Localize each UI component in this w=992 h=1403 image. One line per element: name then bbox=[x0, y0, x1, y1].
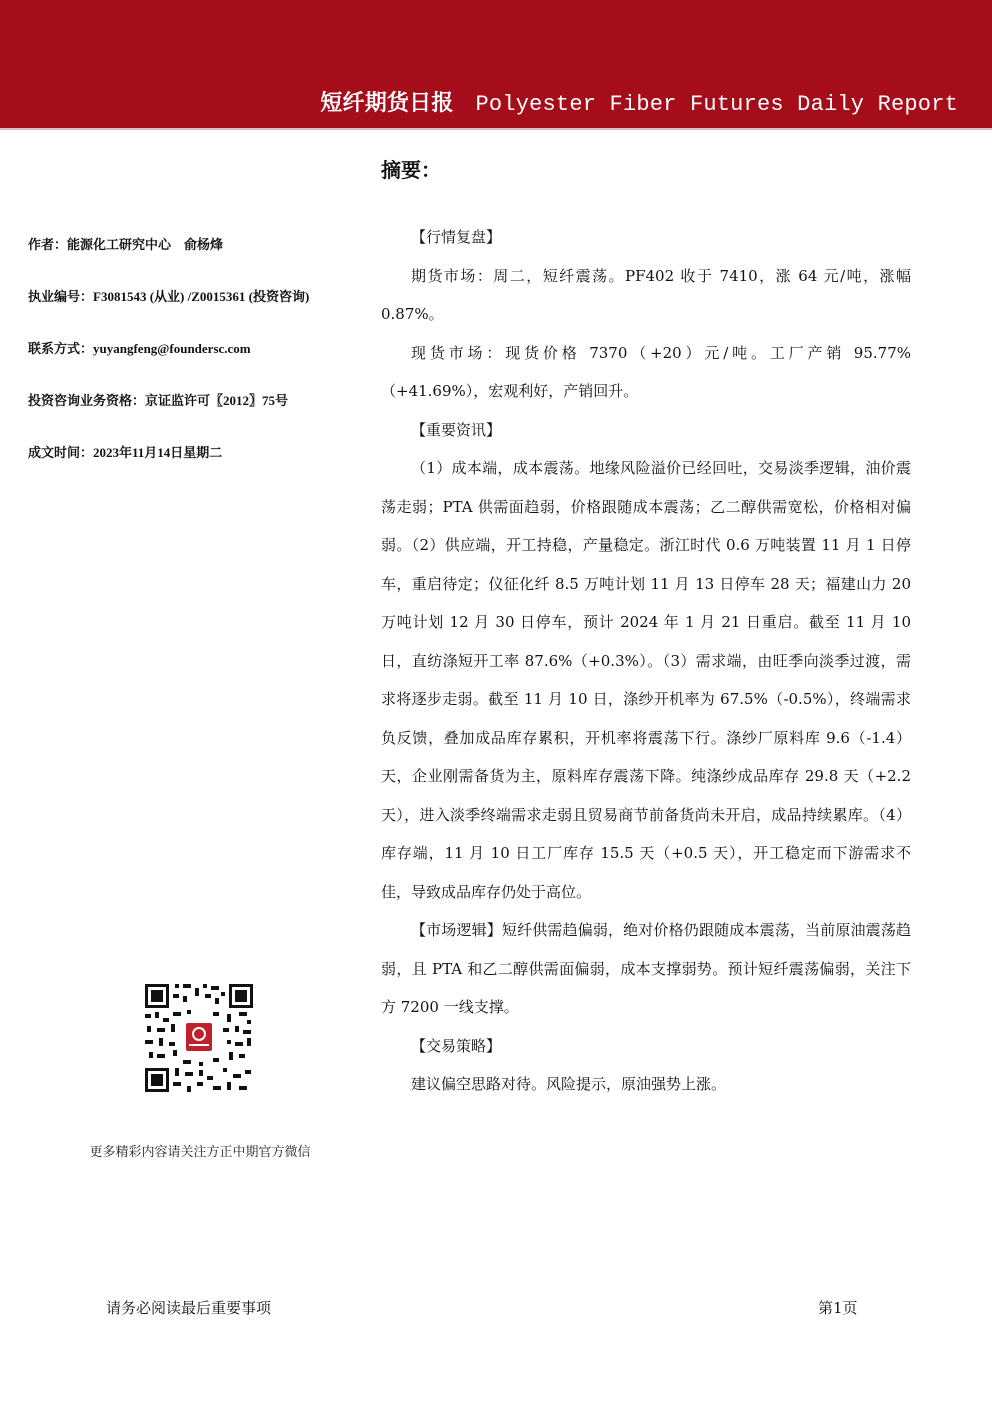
meta-label: 成文时间： bbox=[28, 446, 94, 461]
footer-disclaimer-note: 请务必阅读最后重要事项 bbox=[106, 1299, 272, 1317]
paragraph-futures-market: 期货市场：周二，短纤震荡。PF402 收于 7410，涨 64 元/吨，涨幅 0.87%。 bbox=[381, 266, 911, 323]
meta-value: 京证监许可〖2012〗75号 bbox=[145, 393, 289, 408]
author-meta bbox=[28, 234, 368, 494]
page-number: 第1页 bbox=[818, 1299, 858, 1317]
meta-label: 执业编号： bbox=[28, 290, 94, 305]
meta-value: 能源化工研究中心 俞杨烽 bbox=[67, 237, 224, 252]
paragraph-strategy: 建议偏空思路对待。风险提示，原油强势上涨。 bbox=[411, 1075, 727, 1093]
header-banner bbox=[0, 0, 992, 130]
meta-value: F3081543 (从业) /Z0015361 (投资咨询) bbox=[93, 289, 310, 304]
qr-code-image bbox=[143, 982, 255, 1094]
qr-caption: 更多精彩内容请关注方正中期官方微信 bbox=[89, 1145, 311, 1160]
report-title-cn: 短纤期货日报 bbox=[320, 91, 454, 116]
summary-heading: 摘要： bbox=[381, 158, 441, 182]
meta-label: 联系方式： bbox=[28, 342, 94, 357]
section-heading-news: 【重要资讯】 bbox=[411, 420, 502, 439]
wechat-qr-code bbox=[143, 982, 255, 1094]
meta-value: 2023年11月14日星期二 bbox=[93, 445, 223, 460]
report-title-en: Polyester Fiber Futures Daily Report bbox=[475, 92, 958, 117]
section-heading-strategy: 【交易策略】 bbox=[411, 1036, 502, 1055]
meta-license bbox=[28, 286, 368, 338]
meta-label: 作者： bbox=[28, 238, 68, 253]
summary-body bbox=[381, 218, 911, 1104]
meta-value[interactable]: yuyangfeng@foundersc.com bbox=[93, 341, 251, 356]
report-title bbox=[320, 86, 958, 117]
paragraph-news: （1）成本端，成本震荡。地缘风险溢价已经回吐，交易淡季逻辑，油价震荡走弱；PTA 供需面趋弱，价格跟随成本震荡；乙二醇供需宽松，价格相对偏弱。（2）供应端，开工持稳，产量稳定。浙江时代 0.6 万吨装置 11 月 1 日停车，重启待定；仪征化纤 8.5 万吨计划 11 月 13 日停车 28 天；福建山力 20 万吨计划 12 月 30 日停车，预计 2024 年 1 月 21 日重启。截至 11 月 10 日，直纺涤短开工率 87.6%（+0.3%）。（3）需求端，由旺季向淡季过渡，需求将逐步走弱。截至 11 月 10 日，涤纱开机率为 67.5%（-0.5%），终端需求负反馈，叠加成品库存累积，开机率将震荡下行。涤纱厂原料库 9.6（-1.4）天，企业刚需备货为主，原料库存震荡下降。纯涤纱成品库存 29.8 天（+2.2 天），进入淡季终端需求走弱且贸易商节前备货尚未开启，成品持续累库。（4）库存端，11 月 10 日工厂库存 15.5 天（+0.5 天），开工稳定而下游需求不佳，导致成品库存仍处于高位。 bbox=[381, 459, 911, 901]
meta-author bbox=[28, 234, 368, 286]
section-heading-review: 【行情复盘】 bbox=[411, 228, 502, 246]
paragraph-market-logic: 【市场逻辑】短纤供需趋偏弱，绝对价格仍跟随成本震荡，当前原油震荡趋弱，且 PTA 和乙二醇供需面偏弱，成本支撑弱势。预计短纤震荡偏弱，关注下方 7200 一线支撑。 bbox=[381, 921, 911, 1016]
meta-qualification bbox=[28, 390, 368, 442]
paragraph-spot-market: 现货市场：现货价格 7370（+20）元/吨。工厂产销 95.77%（+41.69%），宏观利好，产销回升。 bbox=[381, 343, 911, 400]
meta-contact bbox=[28, 338, 368, 390]
meta-date bbox=[28, 442, 368, 494]
meta-label: 投资咨询业务资格： bbox=[28, 394, 146, 409]
